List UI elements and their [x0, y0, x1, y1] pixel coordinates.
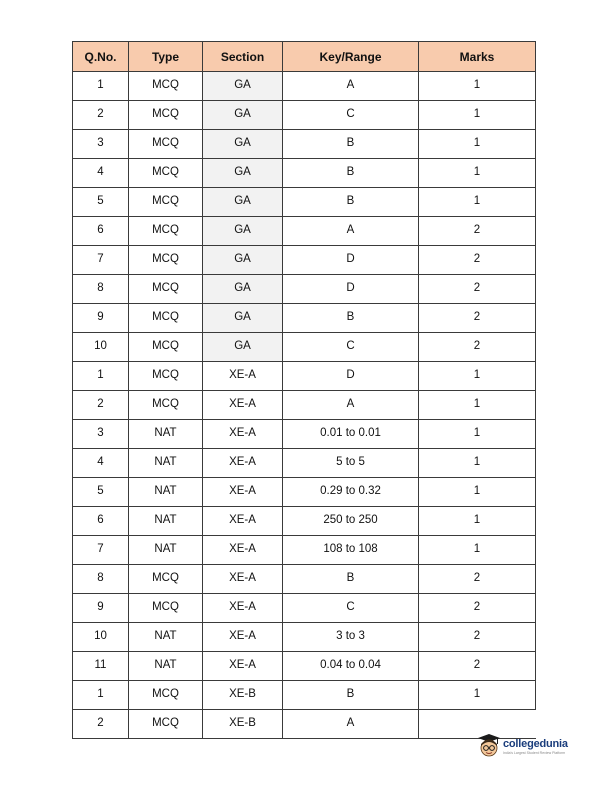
cell-key-range: B: [283, 681, 419, 710]
cell-type: NAT: [129, 623, 203, 652]
cell-section: GA: [203, 188, 283, 217]
header-row: [73, 42, 536, 72]
cell-section: GA: [203, 246, 283, 275]
cell-qno: 2: [73, 101, 129, 130]
header-marks: Marks: [419, 42, 536, 72]
cell-qno: 7: [73, 536, 129, 565]
cell-marks: 1: [419, 362, 536, 391]
header-section: Section: [203, 42, 283, 72]
cell-section: XE-A: [203, 420, 283, 449]
cell-marks: 1: [419, 449, 536, 478]
cell-marks: 2: [419, 217, 536, 246]
cell-key-range: A: [283, 391, 419, 420]
cell-marks: 2: [419, 333, 536, 362]
cell-key-range: 0.04 to 0.04: [283, 652, 419, 681]
cell-key-range: A: [283, 217, 419, 246]
cell-key-range: B: [283, 304, 419, 333]
table-row: [73, 304, 536, 333]
table-row: [73, 391, 536, 420]
table-row: [73, 449, 536, 478]
table-row: [73, 536, 536, 565]
cell-qno: 10: [73, 623, 129, 652]
cell-qno: 8: [73, 565, 129, 594]
cell-marks: 2: [419, 565, 536, 594]
cell-key-range: D: [283, 246, 419, 275]
cell-key-range: D: [283, 362, 419, 391]
cell-type: NAT: [129, 536, 203, 565]
cell-type: NAT: [129, 449, 203, 478]
cell-type: MCQ: [129, 710, 203, 739]
cell-qno: 6: [73, 507, 129, 536]
cell-key-range: 5 to 5: [283, 449, 419, 478]
table-row: [73, 275, 536, 304]
cell-marks: 1: [419, 420, 536, 449]
cell-marks: 2: [419, 275, 536, 304]
cell-qno: 8: [73, 275, 129, 304]
cell-key-range: B: [283, 565, 419, 594]
cell-section: XE-A: [203, 391, 283, 420]
table-row: [73, 217, 536, 246]
table-row: [73, 478, 536, 507]
table-row: [73, 420, 536, 449]
table-row: [73, 565, 536, 594]
cell-type: NAT: [129, 478, 203, 507]
cell-qno: 6: [73, 217, 129, 246]
cell-marks: 1: [419, 536, 536, 565]
cell-section: XE-A: [203, 449, 283, 478]
cell-marks: 1: [419, 681, 536, 710]
cell-type: MCQ: [129, 333, 203, 362]
cell-key-range: C: [283, 101, 419, 130]
cell-key-range: B: [283, 159, 419, 188]
cell-marks: 1: [419, 159, 536, 188]
cell-qno: 1: [73, 72, 129, 101]
collegedunia-logo: [478, 734, 568, 758]
cell-marks: 1: [419, 101, 536, 130]
cell-section: GA: [203, 159, 283, 188]
cell-qno: 4: [73, 159, 129, 188]
cell-marks: 1: [419, 130, 536, 159]
cell-qno: 3: [73, 130, 129, 159]
header-key-range: Key/Range: [283, 42, 419, 72]
cell-section: XE-A: [203, 565, 283, 594]
table-row: [73, 159, 536, 188]
graduate-mascot-icon: [478, 734, 500, 758]
table-row: [73, 130, 536, 159]
cell-marks: 2: [419, 652, 536, 681]
cell-key-range: 3 to 3: [283, 623, 419, 652]
cell-section: XE-A: [203, 594, 283, 623]
cell-key-range: 108 to 108: [283, 536, 419, 565]
table-body: [73, 72, 536, 739]
cell-section: XE-A: [203, 478, 283, 507]
cell-key-range: C: [283, 594, 419, 623]
cell-type: MCQ: [129, 391, 203, 420]
table-row: [73, 507, 536, 536]
cell-type: MCQ: [129, 217, 203, 246]
cell-type: MCQ: [129, 72, 203, 101]
cell-section: GA: [203, 101, 283, 130]
cell-key-range: B: [283, 188, 419, 217]
cell-section: XE-A: [203, 362, 283, 391]
table-row: [73, 623, 536, 652]
cell-type: MCQ: [129, 565, 203, 594]
table-row: [73, 101, 536, 130]
cell-marks: 1: [419, 478, 536, 507]
cell-qno: 9: [73, 594, 129, 623]
cell-type: MCQ: [129, 594, 203, 623]
cell-type: MCQ: [129, 362, 203, 391]
table-row: [73, 594, 536, 623]
cell-qno: 11: [73, 652, 129, 681]
cell-qno: 3: [73, 420, 129, 449]
cell-type: MCQ: [129, 159, 203, 188]
table-row: [73, 72, 536, 101]
cell-type: MCQ: [129, 101, 203, 130]
cell-key-range: D: [283, 275, 419, 304]
cell-qno: 7: [73, 246, 129, 275]
cell-qno: 9: [73, 304, 129, 333]
cell-section: XE-B: [203, 710, 283, 739]
cell-type: NAT: [129, 420, 203, 449]
cell-marks: 1: [419, 507, 536, 536]
cell-type: MCQ: [129, 188, 203, 217]
cell-qno: 4: [73, 449, 129, 478]
cell-qno: 10: [73, 333, 129, 362]
cell-section: GA: [203, 333, 283, 362]
table-row: [73, 362, 536, 391]
cell-section: XE-B: [203, 681, 283, 710]
cell-section: GA: [203, 275, 283, 304]
cell-marks: 2: [419, 594, 536, 623]
table-row: [73, 246, 536, 275]
cell-qno: 1: [73, 681, 129, 710]
cell-marks: 2: [419, 623, 536, 652]
cell-key-range: 0.01 to 0.01: [283, 420, 419, 449]
table-row: [73, 710, 536, 739]
cell-marks: 2: [419, 246, 536, 275]
cell-marks: 1: [419, 72, 536, 101]
cell-qno: 2: [73, 710, 129, 739]
cell-key-range: 0.29 to 0.32: [283, 478, 419, 507]
table-row: [73, 188, 536, 217]
table-row: [73, 681, 536, 710]
cell-section: GA: [203, 72, 283, 101]
cell-type: MCQ: [129, 275, 203, 304]
cell-type: NAT: [129, 652, 203, 681]
cell-type: MCQ: [129, 246, 203, 275]
cell-section: GA: [203, 304, 283, 333]
cell-type: NAT: [129, 507, 203, 536]
cell-qno: 1: [73, 362, 129, 391]
answer-key-table: [72, 41, 536, 739]
cell-type: MCQ: [129, 130, 203, 159]
cell-section: GA: [203, 217, 283, 246]
logo-name: collegedunia: [503, 737, 568, 750]
cell-qno: 5: [73, 188, 129, 217]
cell-key-range: B: [283, 130, 419, 159]
table-row: [73, 652, 536, 681]
cell-marks: 1: [419, 391, 536, 420]
cell-section: XE-A: [203, 623, 283, 652]
cell-section: XE-A: [203, 652, 283, 681]
cell-key-range: A: [283, 710, 419, 739]
cell-section: GA: [203, 130, 283, 159]
cell-section: XE-A: [203, 507, 283, 536]
cell-marks: 1: [419, 188, 536, 217]
cell-type: MCQ: [129, 681, 203, 710]
cell-marks: 2: [419, 304, 536, 333]
cell-type: MCQ: [129, 304, 203, 333]
header-qno: Q.No.: [73, 42, 129, 72]
cell-key-range: C: [283, 333, 419, 362]
cell-qno: 2: [73, 391, 129, 420]
header-type: Type: [129, 42, 203, 72]
logo-tagline: India's Largest Student Review Platform: [503, 750, 566, 755]
table-row: [73, 333, 536, 362]
cell-qno: 5: [73, 478, 129, 507]
cell-section: XE-A: [203, 536, 283, 565]
cell-key-range: A: [283, 72, 419, 101]
cell-key-range: 250 to 250: [283, 507, 419, 536]
